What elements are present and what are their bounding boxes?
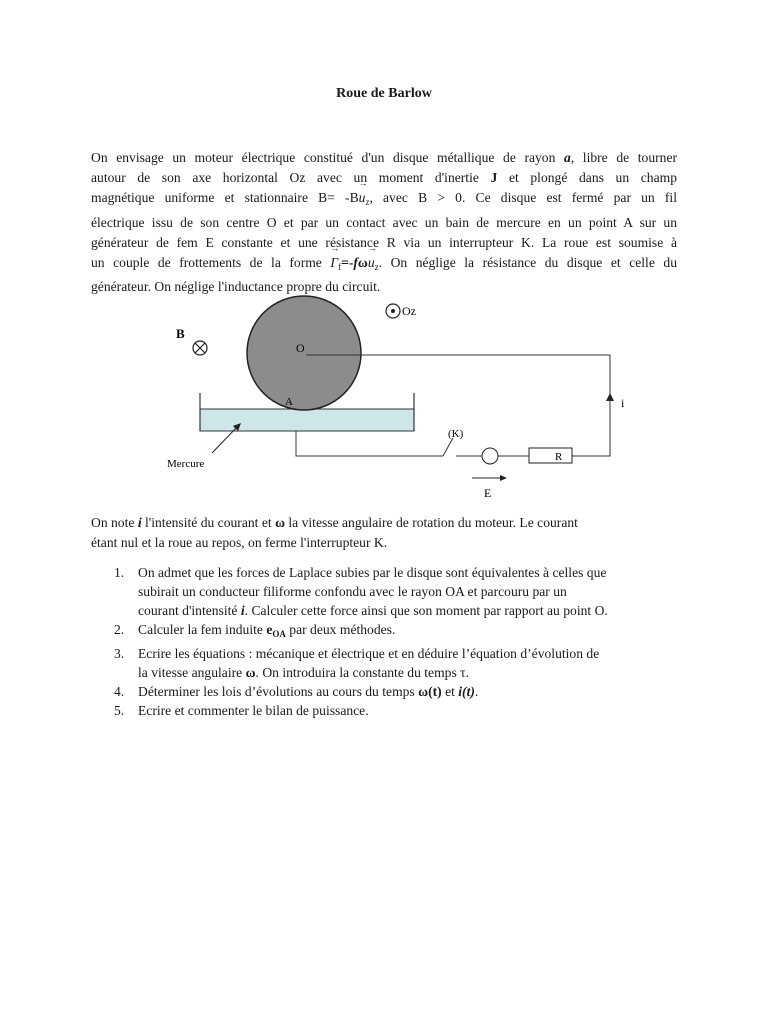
intro-line: électrique issu de son centre O et par un contact avec un bain de mercure en un point A sur un <box>91 214 677 230</box>
question-number: 2. <box>114 622 125 637</box>
radius-variable: a <box>564 150 571 165</box>
page-title: Roue de Barlow <box>336 86 432 101</box>
label-b: B <box>176 326 185 341</box>
intro-line: magnétique uniforme et stationnaire $B= -B\to u_z$, avec B > 0. Ce disque est fermé par un fil <box>91 188 677 212</box>
label-r: R <box>555 451 563 463</box>
friction-torque-symbol: → Γ <box>330 253 338 273</box>
unit-vector-uz: → u <box>359 188 366 208</box>
omega-variable: ω <box>275 515 285 530</box>
intro-line: générateur de fem E constante et une résistance R via un interrupteur K. La roue est soumise à <box>91 234 677 250</box>
question-number: 4. <box>114 684 125 699</box>
label-i: i <box>621 396 625 410</box>
question-number: 3. <box>114 646 125 661</box>
axis-out-of-page-icon <box>386 304 400 318</box>
label-a: A <box>285 396 293 408</box>
intro-line: autour de son axe horizontal Oz avec un moment d'inertie J et plongé dans un champ <box>91 170 678 186</box>
inertia-variable: J <box>490 170 498 186</box>
wire-bottom <box>296 431 443 456</box>
intro-line: générateur. On néglige l'inductance propre du circuit. <box>91 279 381 295</box>
questions-list <box>91 563 677 720</box>
question-item: 1. On admet que les forces de Laplace subies par le disque sont équivalentes à celles que subirait un conducteur filiforme confondu avec le rayon OA et parcouru par un courant d'intensité i. Calculer cette force ainsi que son moment par rapport au point O. <box>114 565 608 618</box>
label-mercure: Mercure <box>167 458 205 470</box>
intro-line: un couple de frottements de la forme → $\Gamma_f=-f\omega\to u_z$. On néglige la résistance du disque et celle du <box>91 253 677 277</box>
field-into-page-icon <box>193 341 207 355</box>
generator-icon <box>482 448 498 464</box>
question-number: 1. <box>114 565 125 580</box>
current-arrow-icon <box>606 393 614 401</box>
question-item: 4. Déterminer les lois d’évolutions au cours du temps ω(t) et i(t). <box>114 684 479 699</box>
emf-arrow-icon <box>500 475 507 481</box>
notation-paragraph: On note i l'intensité du courant et ω la vitesse angulaire de rotation du moteur. Le courant étant nul et la roue au repos, on ferme l'interrupteur K. <box>91 515 578 550</box>
question-item: 5. Ecrire et commenter le bilan de puissance. <box>114 703 369 718</box>
question-item: 3. Ecrire les équations : mécanique et électrique et en déduire l’équation d’évolution de la vitesse angulaire ω. On introduira la constante du temps τ. <box>114 646 600 680</box>
intro-line: On envisage un moteur électrique constitué d'un disque métallique de rayon a, libre de tourner <box>91 150 678 165</box>
unit-vector-uz: → u <box>368 253 375 273</box>
resistor <box>529 448 572 463</box>
mercury-bath <box>200 409 414 431</box>
label-o: O <box>296 341 305 355</box>
question-number: 5. <box>114 703 125 718</box>
label-e: E <box>484 486 492 500</box>
label-oz: Oz <box>402 304 416 318</box>
switch-k <box>443 438 453 456</box>
label-k: (K) <box>448 428 464 440</box>
current-variable: i <box>137 515 142 530</box>
question-item: 2. Calculer la fem induite $e_{OA}$ par deux méthodes. <box>114 622 396 639</box>
